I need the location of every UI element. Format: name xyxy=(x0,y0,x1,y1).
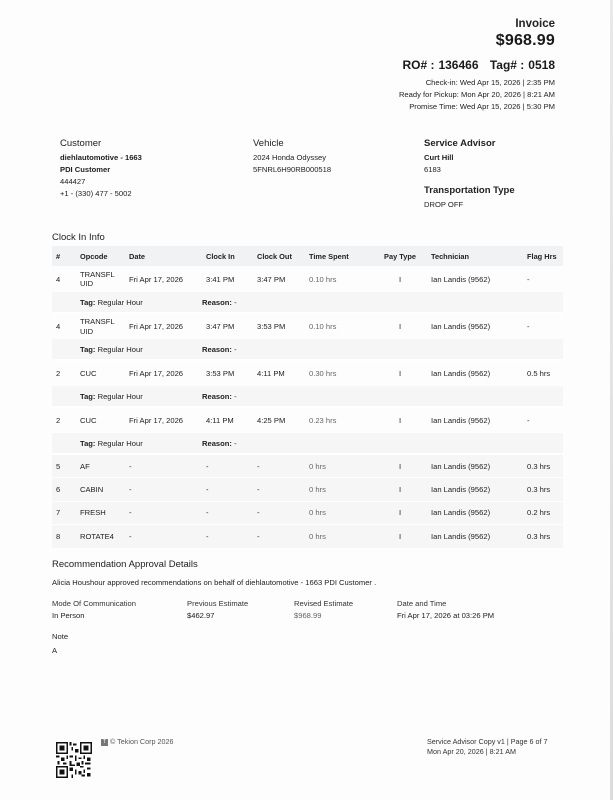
row-pay-type: I xyxy=(398,322,402,331)
reason-value: - xyxy=(234,438,237,448)
row-time-spent: 0.10 hrs xyxy=(309,274,337,284)
table-row xyxy=(52,525,563,549)
col-header: Opcode xyxy=(76,246,125,266)
ro-tag-line xyxy=(398,58,555,72)
tag-value: Regular Hour xyxy=(97,344,143,354)
tag-row xyxy=(52,292,563,313)
check-in-time: Check-in: Wed Apr 15, 2026 | 2:35 PM xyxy=(425,78,555,87)
row-flag-hrs: 0.3 hrs xyxy=(523,478,563,502)
reason-value: - xyxy=(234,297,237,307)
row-technician: Ian Landis (9562) xyxy=(431,369,491,378)
service-advisor-section xyxy=(424,138,515,211)
tag-label: Tag# : xyxy=(489,58,525,72)
row-time-spent: 0 hrs xyxy=(305,501,373,525)
tag-label: Tag: xyxy=(80,344,96,354)
row-clock-in: - xyxy=(202,478,253,502)
revised-estimate-value: $968.99 xyxy=(294,611,322,620)
invoice-dates xyxy=(399,77,555,114)
vehicle-vin: 5FNRL6H90RB000518 xyxy=(253,165,332,174)
invoice-amount: $968.99 xyxy=(495,32,555,49)
row-clock-in: 3:53 PM xyxy=(206,369,235,378)
row-time-spent: 0 hrs xyxy=(305,454,373,478)
tag-value: Regular Hour xyxy=(97,438,143,448)
clock-in-table xyxy=(52,246,563,549)
row-clock-in: - xyxy=(202,501,253,525)
row-opcode: CABIN xyxy=(76,478,125,502)
row-pay-type: I xyxy=(398,369,402,378)
approval-text: Alicia Houshour approved recommendations on behalf of diehlautomotive - 1663 PDI Customer . xyxy=(52,578,377,587)
revised-estimate xyxy=(294,598,353,622)
row-opcode xyxy=(76,313,125,339)
row-date: - xyxy=(125,478,202,502)
tag-label: Tag: xyxy=(80,438,96,448)
row-clock-out: 4:11 PM xyxy=(257,369,285,378)
row-opcode: FRESH xyxy=(76,501,125,525)
row-clock-out: - xyxy=(253,525,305,549)
vehicle-section xyxy=(253,138,331,176)
vehicle-model: 2024 Honda Odyssey xyxy=(253,153,327,162)
row-num: 2 xyxy=(56,416,61,425)
row-pay-type: I xyxy=(373,478,427,502)
row-pay-type: I xyxy=(398,416,402,425)
row-flag-hrs: - xyxy=(527,416,530,425)
tag-value: Regular Hour xyxy=(97,391,143,401)
tag-label: Tag: xyxy=(80,297,96,307)
row-technician: Ian Landis (9562) xyxy=(431,274,491,284)
reason-value: - xyxy=(234,344,237,354)
tag-row xyxy=(52,433,563,454)
approval-datetime xyxy=(397,598,494,622)
tag-cell xyxy=(76,292,202,313)
tag-label: Tag: xyxy=(80,391,96,401)
footer-copyright xyxy=(101,737,174,746)
customer-type: PDI Customer xyxy=(60,165,111,174)
row-opcode xyxy=(76,266,125,292)
customer-phone: +1 - (330) 477 - 5002 xyxy=(60,189,132,198)
row-opcode: CUC xyxy=(80,369,97,378)
datetime-value: Fri Apr 17, 2026 at 03:26 PM xyxy=(397,611,495,620)
ready-for-pickup-time: Ready for Pickup: Mon Apr 20, 2026 | 8:21 AM xyxy=(398,90,555,100)
opcode-line: UID xyxy=(80,279,94,288)
qr-code-icon xyxy=(56,742,92,778)
row-pay-type: I xyxy=(373,525,427,549)
prev-estimate-value: $462.97 xyxy=(187,611,215,620)
reason-cell xyxy=(202,433,563,454)
row-num: 8 xyxy=(52,525,76,549)
invoice-header xyxy=(496,18,555,50)
tag-cell xyxy=(76,433,202,454)
note-section xyxy=(52,630,68,658)
row-time-spent: 0.30 hrs xyxy=(309,369,337,378)
note-value: A xyxy=(52,646,58,655)
col-header: Clock Out xyxy=(253,246,305,266)
table-row xyxy=(52,454,563,478)
copyright-text: © Tekion Corp 2026 xyxy=(110,737,174,746)
row-technician: Ian Landis (9562) xyxy=(427,525,523,549)
row-flag-hrs: 0.3 hrs xyxy=(523,454,563,478)
promise-time: Promise Time: Wed Apr 15, 2026 | 5:30 PM xyxy=(409,102,555,112)
printed-time: Mon Apr 20, 2026 | 8:21 AM xyxy=(427,747,516,756)
row-clock-out: - xyxy=(253,478,305,502)
row-time-spent: 0 hrs xyxy=(305,525,373,549)
row-time-spent: 0 hrs xyxy=(305,478,373,502)
reason-label: Reason: xyxy=(202,297,232,307)
row-num: 6 xyxy=(52,478,76,502)
opcode-line: UID xyxy=(80,326,94,336)
col-header: Date xyxy=(125,246,202,266)
row-date: Fri Apr 17, 2026 xyxy=(129,274,184,284)
mode-of-communication xyxy=(52,598,136,622)
row-date: Fri Apr 17, 2026 xyxy=(129,369,184,378)
copy-info: Service Advisor Copy v1 | Page 6 of 7 xyxy=(427,737,548,746)
note-label: Note xyxy=(52,632,69,641)
col-header: Pay Type xyxy=(373,246,427,266)
row-clock-out: 3:53 PM xyxy=(257,322,286,331)
mode-value: In Person xyxy=(52,611,85,620)
row-clock-in: - xyxy=(202,454,253,478)
tag-cell xyxy=(76,386,202,407)
previous-estimate xyxy=(187,598,248,622)
row-clock-out: - xyxy=(253,454,305,478)
reason-label: Reason: xyxy=(202,344,232,354)
table-row xyxy=(52,478,563,502)
row-num: 7 xyxy=(52,501,76,525)
customer-name: diehlautomotive - 1663 xyxy=(60,153,142,162)
service-advisor-id: 6183 xyxy=(424,165,441,174)
revised-estimate-label: Revised Estimate xyxy=(294,599,354,608)
row-opcode: AF xyxy=(76,454,125,478)
reason-label: Reason: xyxy=(202,438,232,448)
col-header: Technician xyxy=(427,246,523,266)
col-header: # xyxy=(52,246,76,266)
prev-estimate-label: Previous Estimate xyxy=(187,599,249,608)
row-date: - xyxy=(125,525,202,549)
ro-label: RO# : xyxy=(402,58,435,72)
opcode-line: TRANSFL xyxy=(80,269,115,279)
row-pay-type: I xyxy=(373,454,427,478)
transportation-title: Transportation Type xyxy=(424,185,515,196)
service-advisor-title: Service Advisor xyxy=(424,138,496,149)
row-flag-hrs: 0.3 hrs xyxy=(523,525,563,549)
row-clock-in: 3:41 PM xyxy=(206,274,235,284)
row-date: - xyxy=(125,454,202,478)
row-opcode: CUC xyxy=(80,416,97,425)
clock-in-header-row xyxy=(52,246,563,266)
datetime-label: Date and Time xyxy=(397,599,447,608)
row-clock-out: 4:25 PM xyxy=(257,416,286,425)
customer-id: 444427 xyxy=(60,177,86,186)
row-technician: Ian Landis (9562) xyxy=(431,416,491,425)
row-pay-type: I xyxy=(373,501,427,525)
recommendation-title: Recommendation Approval Details xyxy=(52,559,198,570)
reason-cell xyxy=(202,386,563,407)
ro-number: 136466 xyxy=(438,58,479,72)
tag-cell xyxy=(76,339,202,360)
tag-row xyxy=(52,386,563,407)
transportation-value: DROP OFF xyxy=(424,200,464,209)
mode-label: Mode Of Communication xyxy=(52,599,136,608)
row-technician: Ian Landis (9562) xyxy=(427,454,523,478)
row-pay-type: I xyxy=(398,274,402,284)
reason-value: - xyxy=(234,391,237,401)
row-flag-hrs: - xyxy=(527,322,530,331)
row-clock-out: 3:47 PM xyxy=(257,274,286,284)
row-time-spent: 0.10 hrs xyxy=(309,322,337,331)
row-technician: Ian Landis (9562) xyxy=(427,478,523,502)
tekion-logo-icon: T xyxy=(102,738,107,745)
opcode-line: TRANSFL xyxy=(80,317,115,326)
row-opcode: ROTATE4 xyxy=(76,525,125,549)
col-header: Time Spent xyxy=(305,246,373,266)
tag-number: 0518 xyxy=(528,58,555,72)
row-flag-hrs: - xyxy=(527,274,530,284)
clock-in-title: Clock In Info xyxy=(52,232,105,243)
tag-value: Regular Hour xyxy=(97,297,143,307)
reason-label: Reason: xyxy=(202,391,232,401)
service-advisor-name: Curt Hill xyxy=(424,153,454,162)
customer-section xyxy=(60,138,142,200)
row-date: - xyxy=(125,501,202,525)
row-clock-in: 4:11 PM xyxy=(206,416,234,425)
tag-row xyxy=(52,339,563,360)
col-header: Flag Hrs xyxy=(523,246,563,266)
reason-cell xyxy=(202,292,563,313)
row-time-spent: 0.23 hrs xyxy=(309,416,337,425)
table-row xyxy=(52,360,563,386)
row-num: 2 xyxy=(56,369,61,378)
vehicle-title: Vehicle xyxy=(253,138,284,149)
row-num: 5 xyxy=(52,454,76,478)
row-clock-in: 3:47 PM xyxy=(206,322,235,331)
row-flag-hrs: 0.5 hrs xyxy=(527,369,551,378)
row-num: 4 xyxy=(56,322,61,331)
row-date: Fri Apr 17, 2026 xyxy=(129,322,184,331)
customer-title: Customer xyxy=(60,138,102,149)
row-date: Fri Apr 17, 2026 xyxy=(129,416,184,425)
row-technician: Ian Landis (9562) xyxy=(427,501,523,525)
invoice-label: Invoice xyxy=(515,18,555,30)
table-row xyxy=(52,266,563,292)
col-header: Clock In xyxy=(202,246,253,266)
row-clock-in: - xyxy=(202,525,253,549)
reason-cell xyxy=(202,339,563,360)
row-technician: Ian Landis (9562) xyxy=(431,322,491,331)
row-flag-hrs: 0.2 hrs xyxy=(523,501,563,525)
table-row xyxy=(52,407,563,433)
table-row xyxy=(52,501,563,525)
row-num: 4 xyxy=(56,274,61,284)
table-row xyxy=(52,313,563,339)
row-clock-out: - xyxy=(253,501,305,525)
footer-page-info xyxy=(427,737,548,757)
